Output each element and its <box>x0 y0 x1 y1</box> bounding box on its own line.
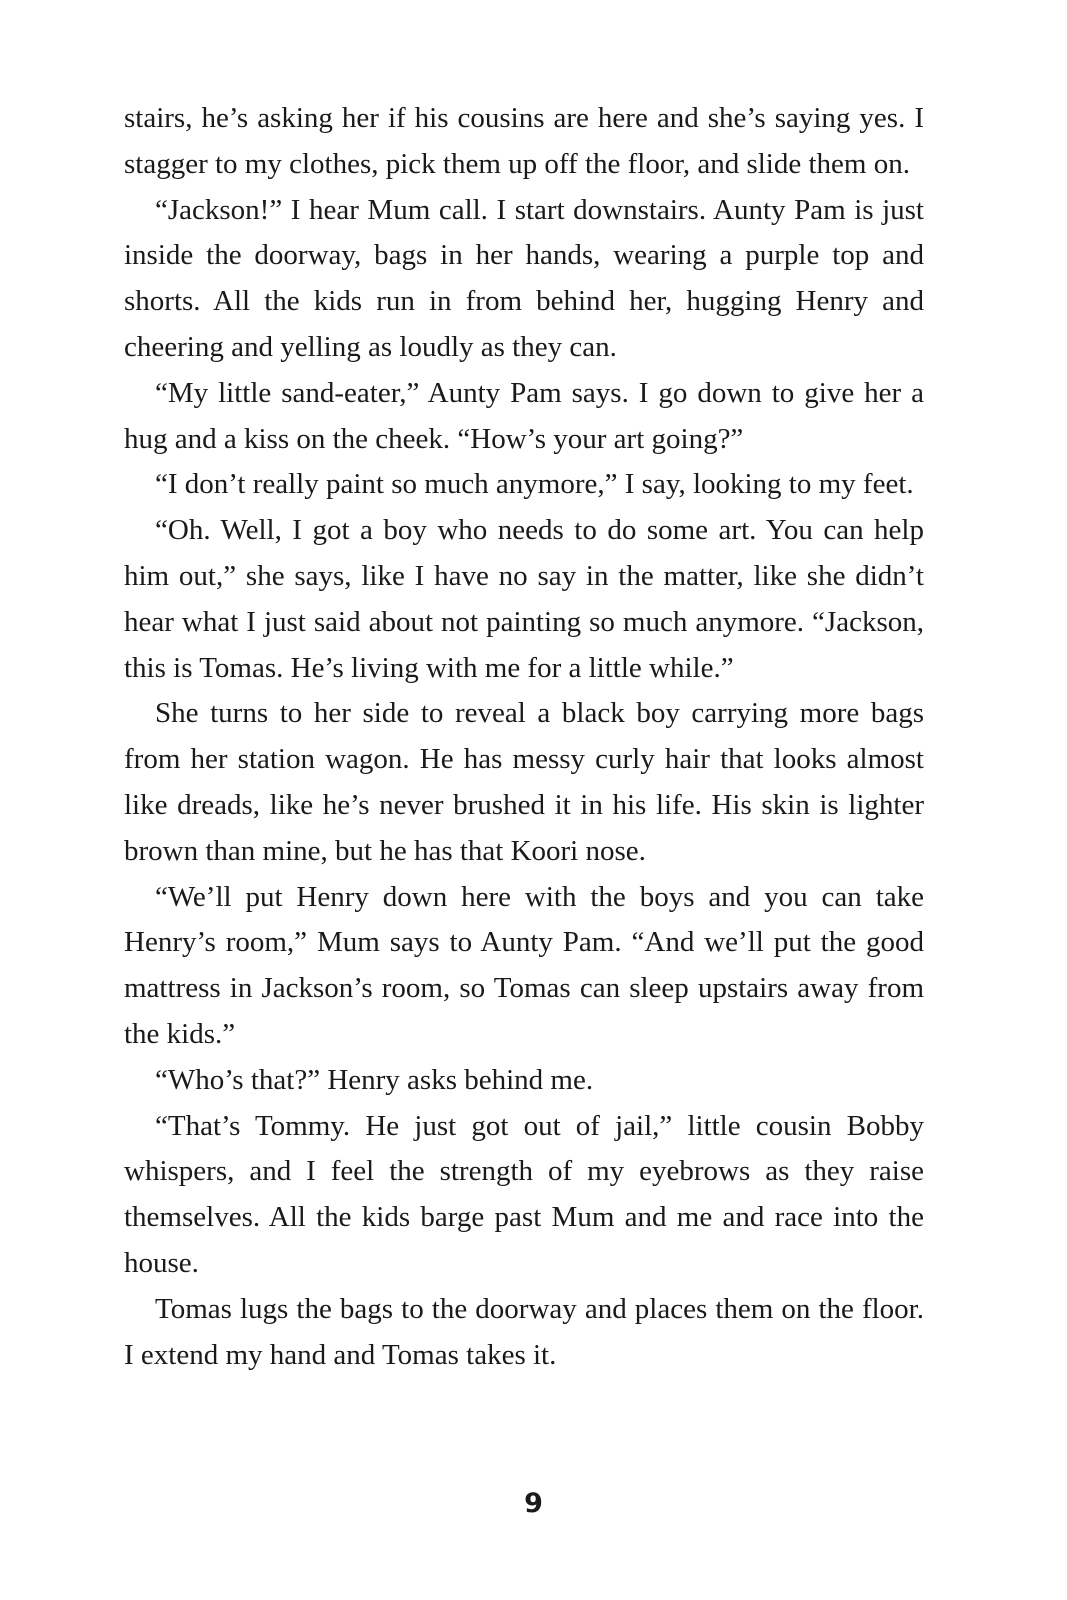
page-body-text <box>124 96 924 1378</box>
paragraph-6: She turns to her side to reveal a black boy carrying more bags from her station wagon. He has messy curly hair that looks almost like dreads, like he’s never brushed it in his life. His skin is lighter brown than mine, but he has that Koori nose. <box>124 697 924 867</box>
paragraph-7: “We’ll put Henry down here with the boys and you can take Henry’s room,” Mum says to Aunty Pam. “And we’ll put the good mattress in Jackson’s room, so Tomas can sleep upstairs away from the kids.” <box>124 880 924 1050</box>
paragraph-8: “Who’s that?” Henry asks behind me. <box>155 1063 594 1096</box>
paragraph-2: “Jackson!” I hear Mum call. I start downstairs. Aunty Pam is just inside the doorway, bags in her hands, wearing a purple top and shorts. All the kids run in from behind her, hugging Henry and cheering and yelling as loudly as they can. <box>124 193 924 363</box>
paragraph-10: Tomas lugs the bags to the doorway and places them on the floor. I extend my hand and Tomas takes it. <box>124 1292 924 1371</box>
page-number: 9 <box>524 1488 543 1519</box>
paragraph-5: “Oh. Well, I got a boy who needs to do some art. You can help him out,” she says, like I have no say in the matter, like she didn’t hear what I just said about not painting so much anymore. “Jackson, this is Tomas. He’s living with me for a little while.” <box>124 514 924 684</box>
paragraph-1: stairs, he’s asking her if his cousins are here and she’s saying yes. I stagger to my clothes, pick them up off the floor, and slide them on. <box>124 102 924 180</box>
paragraph-9: “That’s Tommy. He just got out of jail,” little cousin Bobby whispers, and I feel the strength of my eyebrows as they raise themselves. All the kids barge past Mum and me and race into the house. <box>124 1109 924 1279</box>
paragraph-3: “My little sand-eater,” Aunty Pam says. I go down to give her a hug and a kiss on the cheek. “How’s your art going?” <box>124 376 924 455</box>
paragraph-4: “I don’t really paint so much anymore,” I say, looking to my feet. <box>155 468 914 501</box>
